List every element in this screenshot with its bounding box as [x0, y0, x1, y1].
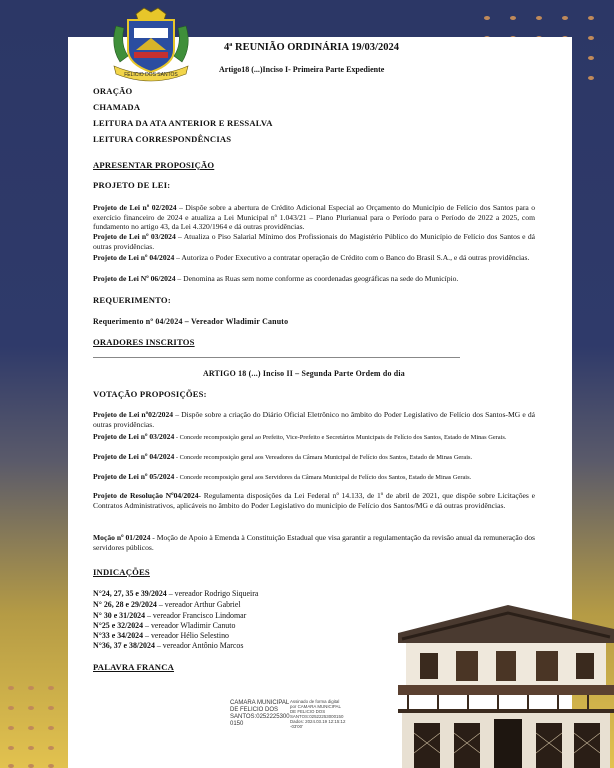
section-requerimento: REQUERIMENTO: — [93, 295, 171, 305]
item-leitura-ata: LEITURA DA ATA ANTERIOR E RESSALVA — [93, 118, 273, 128]
digital-signature-details: Assinado de forma digital por CAMARA MUNICIPAL DE FELICIO DOS SANTOS:02522253000150 Dados: 2024.03.19 12:15:12 -03'00' — [290, 699, 346, 729]
projeto-lei-02: Projeto de Lei nº 02/2024 – Dispõe sobre a abertura de Crédito Adicional Especial ao Orçamento do Município de Felício dos Santos para o exercício financeiro de 2024 e atualiza a Lei Municipal nº 1.043/21 – Plano Plurianual para o Período para o Período de 2022 a 2025, com fundamento no artigo 43, da Lei 4.320/1964 e dá outras providências. — [93, 203, 536, 232]
indicacao-item: N°25 e 32/2024 – vereador Wladimir Canuto — [93, 621, 236, 630]
section-votacao-proposicoes: VOTAÇÃO PROPOSIÇÕES: — [93, 389, 207, 399]
section-projeto-de-lei: PROJETO DE LEI: — [93, 180, 171, 190]
document-subtitle: Artigo18 (...)Inciso I- Primeira Parte Expediente — [219, 65, 385, 74]
votacao-projeto-resolucao-04: Projeto de Resolução Nº04/2024- Regulamenta disposições da Lei Federal nº 14.133, de 1º de abril de 2021, que dispõe sobre Licitações e Contratos Administrativos, aplicáveis no âmbito do Poder Legislativo do município de Felício dos Santos/MG e dá outras providências. — [93, 491, 536, 510]
decorative-dots-bottom-left — [4, 684, 74, 768]
indicacao-item: N° 30 e 31/2024 – vereador Francisco Lindomar — [93, 611, 247, 620]
section-indicacoes: INDICAÇÕES — [93, 567, 150, 577]
coat-of-arms-logo — [106, 6, 196, 84]
section-oradores-inscritos: ORADORES INSCRITOS — [93, 337, 195, 347]
votacao-projeto-lei-05: Projeto de Lei nº 05/2024 - Concede recomposição geral aos Servidores da Câmara Municipal de Felício dos Santos, Estado de Minas Gerais. — [93, 472, 472, 481]
votacao-projeto-lei-03: Projeto de Lei nº 03/2024 - Concede recomposição geral ao Prefeito, Vice-Prefeito e Secretários Municipais de Felício dos Santos, Estado de Minas Gerais. — [93, 432, 507, 441]
projeto-lei-06: Projeto de Lei Nº 06/2024 – Denomina as Ruas sem nome conforme as coordenadas geográficas na sede do Município. — [93, 274, 459, 283]
indicacao-item: N°33 e 34/2024 – vereador Hélio Selestino — [93, 631, 229, 640]
artigo-18-heading: ARTIGO 18 (...) Inciso II – Segunda Parte Ordem do dia — [203, 369, 405, 378]
item-leitura-correspondencias: LEITURA CORRESPONDÊNCIAS — [93, 134, 232, 144]
item-chamada: CHAMADA — [93, 102, 141, 112]
votacao-projeto-lei-02: Projeto de Lei nº02/2024 – Dispõe sobre a criação do Diário Oficial Eletrônico no âmbito do Poder Legislativo de Felício dos Santos-MG e dá outras providências. — [93, 410, 535, 429]
projeto-lei-04: Projeto de Lei nº 04/2024 – Autoriza o Poder Executivo a contratar operação de Crédito com o Banco do Brasil S.A., e dá outras providências. — [93, 253, 530, 262]
votacao-projeto-lei-04: Projeto de Lei nº 04/2024 - Concede recomposição geral aos Vereadores da Câmara Municipal de Felício dos Santos, Estado de Minas Gerais. — [93, 452, 473, 461]
logo-ribbon-text: FELICIO DOS SANTOS — [124, 72, 178, 78]
digital-signature-name: CAMARA MUNICIPAL DE FELICIO DOS SANTOS:0252225300 0150 — [230, 700, 290, 727]
chamber-building-photo — [398, 603, 614, 768]
divider — [93, 357, 460, 358]
section-apresentar-proposicao: APRESENTAR PROPOSIÇÃO — [93, 160, 215, 170]
indicacao-item: N° 26, 28 e 29/2024 – vereador Arthur Gabriel — [93, 600, 241, 609]
indicacao-item: N°36, 37 e 38/2024 – vereador Antônio Marcos — [93, 641, 244, 650]
projeto-lei-03: Projeto de Lei nº 03/2024 – Atualiza o Piso Salarial Mínimo dos Profissionais do Magistério Público do Município de Felício dos Santos e dá outras providências. — [93, 232, 535, 251]
section-palavra-franca: PALAVRA FRANCA — [93, 662, 175, 672]
item-oracao: ORAÇÃO — [93, 86, 133, 96]
document-title: 4ª REUNIÃO ORDINÁRIA 19/03/2024 — [224, 42, 399, 53]
mocao-01: Moção nº 01/2024 - Moção de Apoio à Emenda à Constituição Estadual que visa garantir a regulamentação da revisão anual da remuneração dos servidores públicos. — [93, 533, 535, 552]
indicacao-item: N°24, 27, 35 e 39/2024 – vereador Rodrigo Siqueira — [93, 589, 259, 598]
requerimento-04: Requerimento nº 04/2024 – Vereador Wladimir Canuto — [93, 317, 289, 326]
